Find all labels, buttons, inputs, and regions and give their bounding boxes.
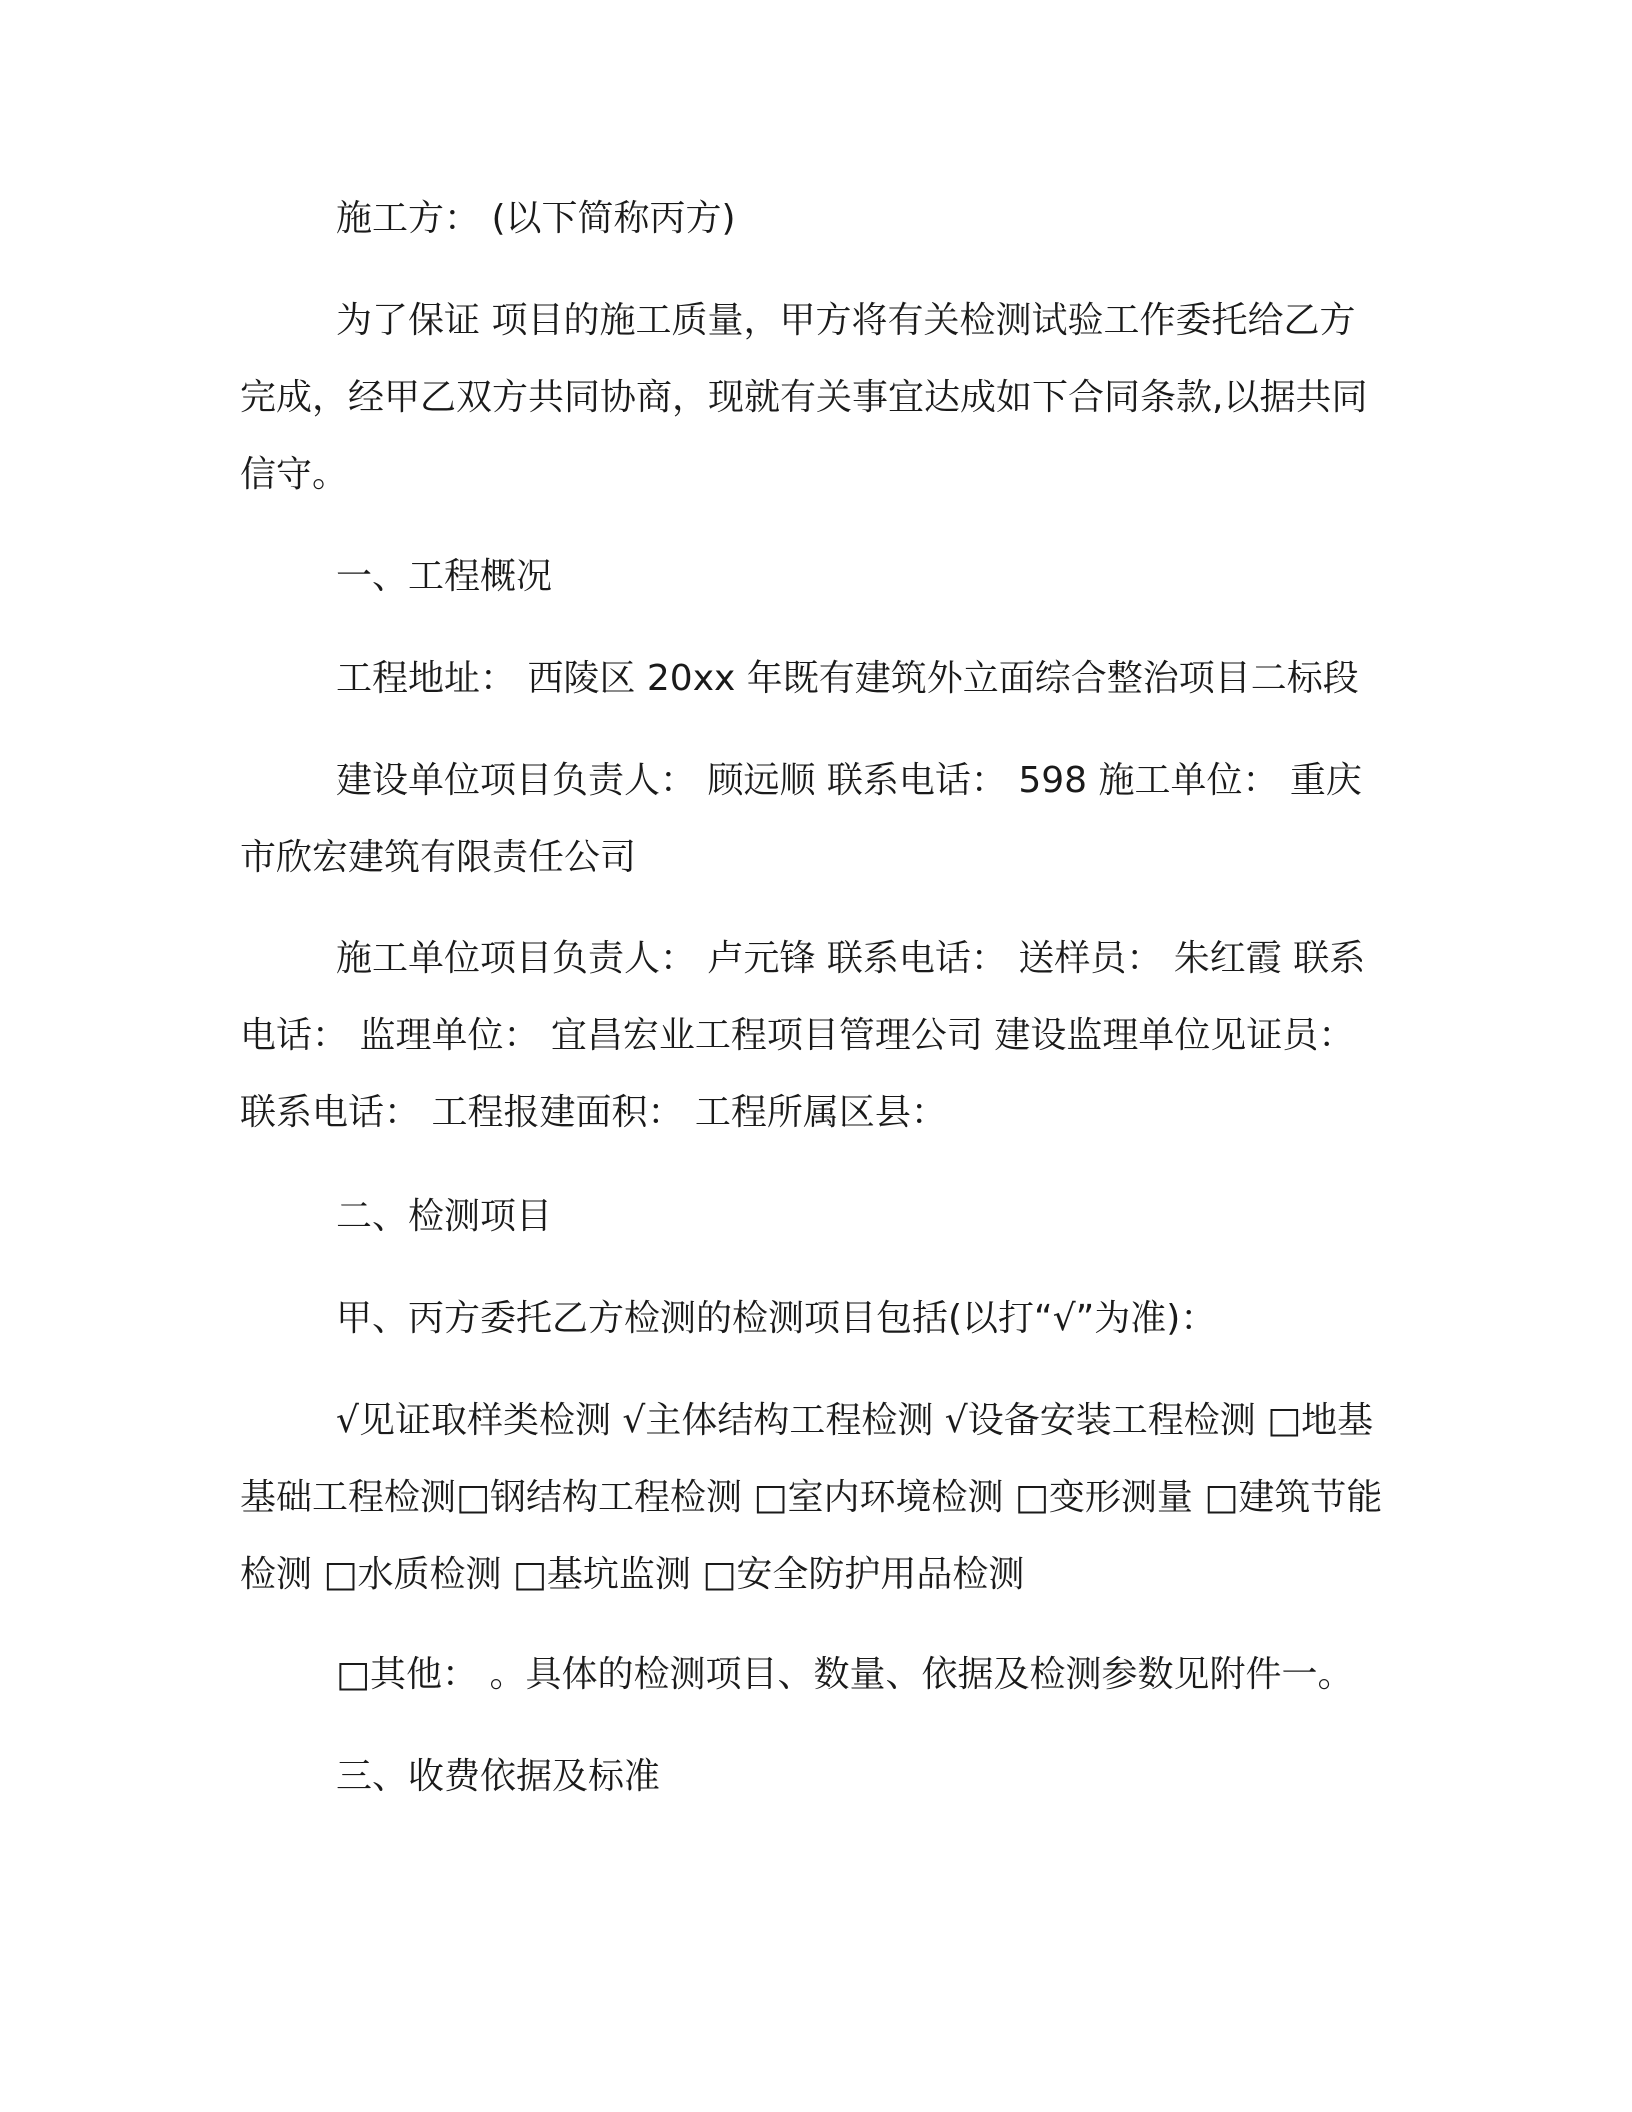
paragraph-test-items-checklist: √见证取样类检测 √主体结构工程检测 √设备安装工程检测 □地基基础工程检测□钢结构工程检测 □室内环境检测 □变形测量 □建筑节能检测 □水质检测 □基坑监测 □安全防护用品检测 — [240, 1400, 1383, 1595]
paragraph-construction-party: 施工方： (以下简称丙方) — [336, 198, 736, 239]
section-heading-fee-basis: 三、收费依据及标准 — [336, 1756, 661, 1797]
paragraph-contractor-contact: 施工单位项目负责人： 卢元锋 联系电话： 送样员： 朱红霞 联系电话： 监理单位： 宜昌宏业工程项目管理公司 建设监理单位见证员： 联系电话： 工程报建面积： 工程所属区县： — [240, 938, 1366, 1133]
paragraph-other-items: □其他： 。具体的检测项目、数量、依据及检测参数见附件一。 — [336, 1654, 1354, 1695]
paragraph-client-contact: 建设单位项目负责人： 顾远顺 联系电话： 598 施工单位： 重庆市欣宏建筑有限责任公司 — [240, 760, 1362, 878]
section-heading-project-overview: 一、工程概况 — [336, 556, 553, 597]
paragraph-project-address: 工程地址： 西陵区 20xx 年既有建筑外立面综合整治项目二标段 — [336, 658, 1359, 699]
section-heading-test-items: 二、检测项目 — [336, 1196, 553, 1237]
paragraph-purpose: 为了保证 项目的施工质量，甲方将有关检测试验工作委托给乙方完成，经甲乙双方共同协商，现就有关事宜达成如下合同条款,以据共同信守。 — [240, 300, 1368, 495]
paragraph-test-items-intro: 甲、丙方委托乙方检测的检测项目包括(以打“√”为准)： — [336, 1298, 1217, 1339]
